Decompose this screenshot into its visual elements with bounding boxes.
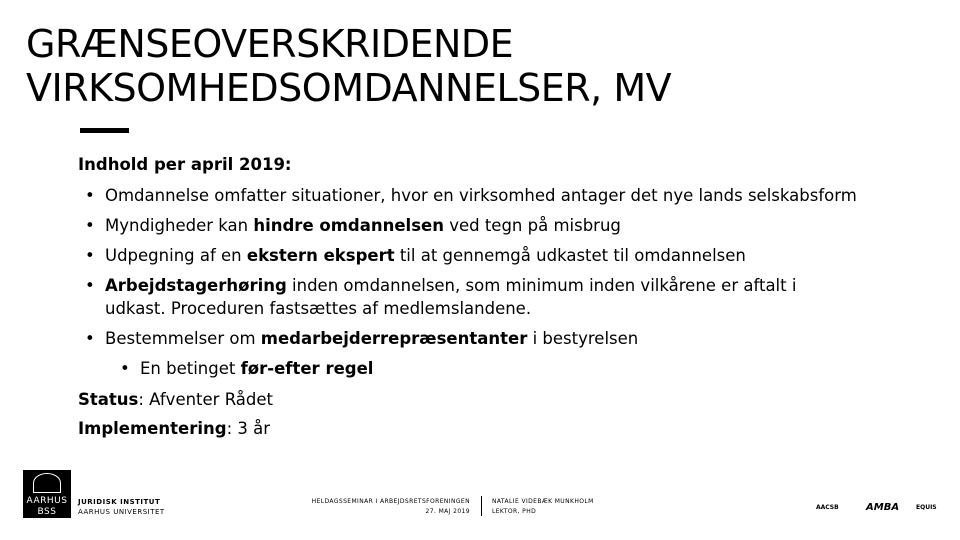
bullet-item	[78, 214, 858, 237]
title-line-1: GRÆNSEOVERSKRIDENDE	[26, 22, 514, 66]
bullet-text: til at gennemgå udkastet til omdannelsen	[394, 246, 746, 265]
status-label: Status	[78, 390, 139, 409]
status-line	[78, 388, 858, 411]
bullet-emphasis: ekstern ekspert	[246, 246, 395, 265]
bullet-dot: •	[85, 329, 95, 348]
bullet-emphasis: hindre omdannelsen	[253, 216, 444, 235]
bullet-text: i bestyrelsen	[527, 329, 639, 348]
equis-accreditation-logo: EQUIS	[916, 504, 937, 511]
bullet-text: Udpegning af en	[105, 246, 247, 265]
footer-divider	[481, 496, 482, 516]
bullet-item	[78, 327, 858, 350]
bullet-text: Bestemmelser om	[105, 329, 261, 348]
bullet-item	[78, 274, 858, 320]
bullet-dot: •	[120, 359, 130, 378]
implementation-value: : 3 år	[226, 419, 271, 438]
bullet-text: inden omdannelsen, som minimum inden vilkårene er aftalt i udkast. Proceduren fastsættes af medlemslandene.	[105, 276, 797, 318]
bullet-text: ved tegn på misbrug	[443, 216, 621, 235]
bullet-dot: •	[85, 216, 95, 235]
aarhus-bss-logo	[23, 470, 71, 518]
implementation-line	[78, 417, 858, 440]
bullet-dot: •	[85, 186, 95, 205]
presenter-name: NATALIE VIDEBÆK MUNKHOLM	[492, 498, 594, 505]
bullet-text: Myndigheder kan	[105, 216, 254, 235]
amba-accreditation-logo: AMBA	[866, 502, 900, 513]
university-name: AARHUS UNIVERSITET	[78, 508, 165, 516]
bullet-dot: •	[85, 276, 95, 295]
bullet-emphasis: Arbejdstagerhøring	[105, 276, 287, 295]
logo-line-2: BSS	[37, 507, 57, 517]
bullet-text: Omdannelse omfatter situationer, hvor en virksomhed antager det nye lands selskabsform	[105, 186, 857, 205]
bullet-text: En betinget	[140, 359, 241, 378]
university-seal-icon	[33, 473, 61, 493]
bullet-item	[78, 184, 858, 207]
event-name: HELDAGSSEMINAR I ARBEJDSRETSFORENINGEN	[311, 498, 470, 505]
bullet-item	[78, 244, 858, 267]
implementation-label: Implementering	[78, 419, 227, 438]
slide-title	[26, 22, 926, 110]
event-date: 27. MAJ 2019	[425, 508, 470, 515]
slide-content	[78, 153, 858, 446]
slide-footer	[0, 466, 960, 540]
presenter-block	[492, 497, 594, 517]
event-block	[300, 497, 470, 517]
bullet-emphasis: medarbejderrepræsentanter	[260, 329, 528, 348]
institute-name: JURIDISK INSTITUT	[78, 498, 161, 506]
status-value: : Afventer Rådet	[138, 390, 274, 409]
title-accent-bar	[80, 128, 129, 133]
title-line-2: VIRKSOMHEDSOMDANNELSER, MV	[26, 66, 672, 110]
logo-line-1: AARHUS	[26, 496, 68, 506]
bullet-dot: •	[85, 246, 95, 265]
sub-bullet-item	[78, 357, 858, 380]
presenter-title: LEKTOR, PHD	[492, 508, 537, 515]
aacsb-accreditation-logo: AACSB	[816, 504, 839, 511]
institution-block	[78, 497, 165, 517]
content-heading: Indhold per april 2019:	[78, 155, 292, 174]
bullet-emphasis: før-efter regel	[240, 359, 374, 378]
